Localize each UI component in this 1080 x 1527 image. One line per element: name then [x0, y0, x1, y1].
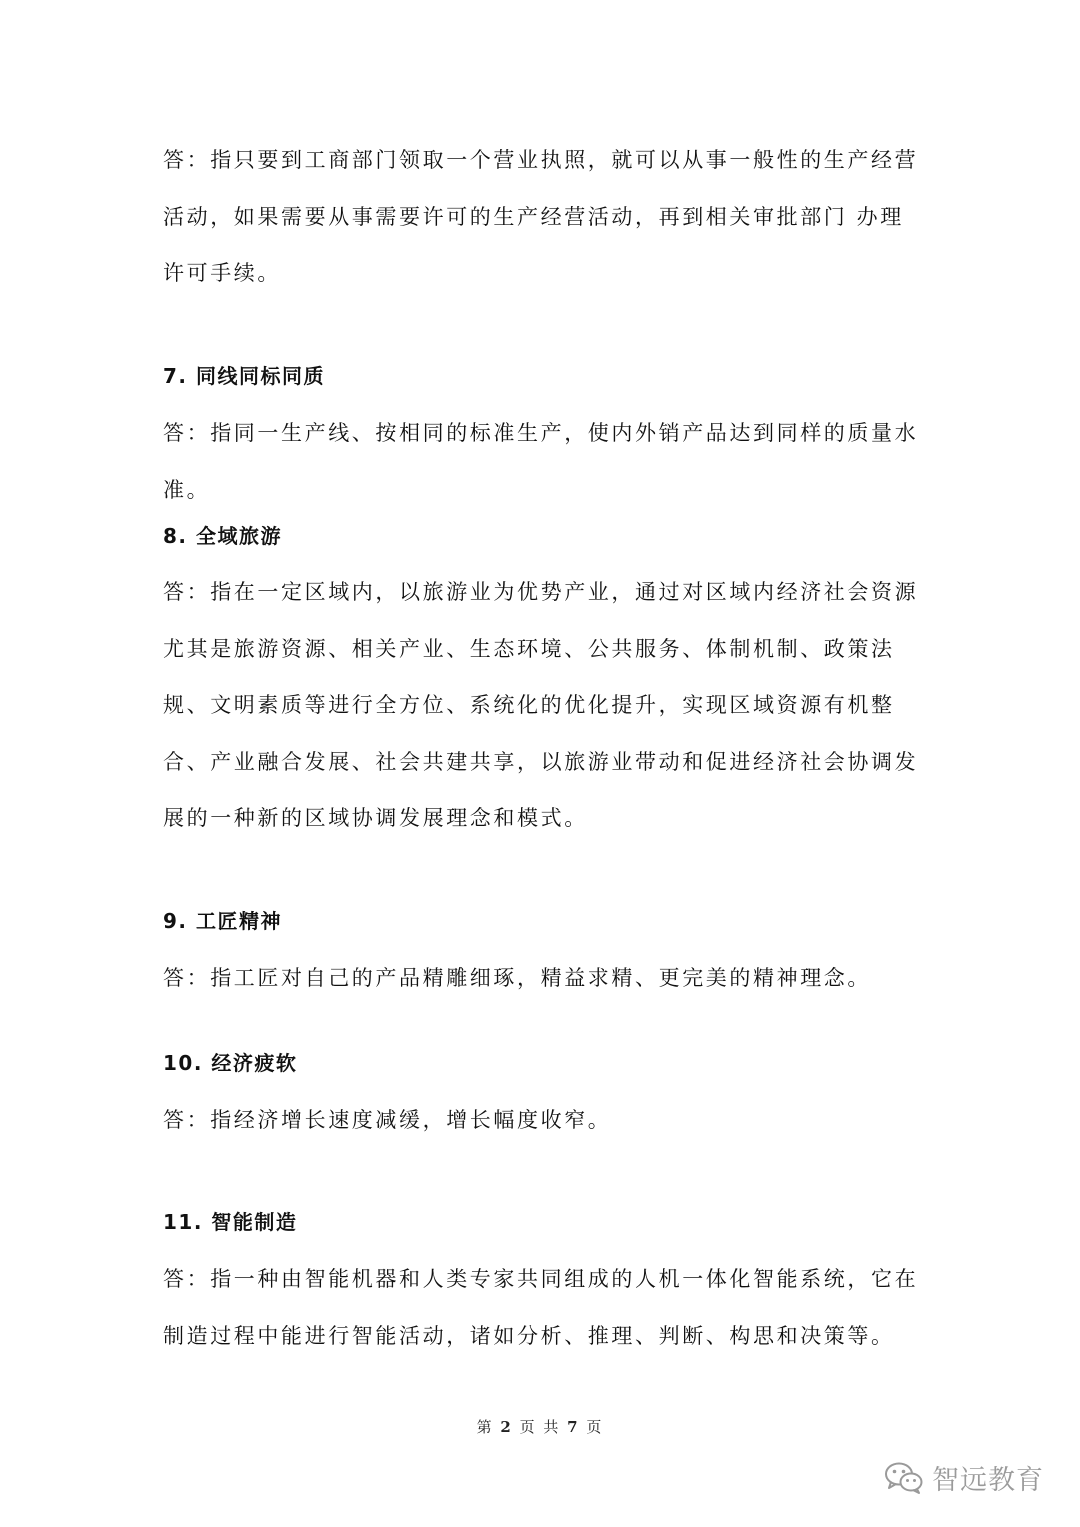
wechat-icon: [884, 1461, 924, 1495]
answer-8: 答：指在一定区域内，以旅游业为优势产业，通过对区域内经济社会资源尤其是旅游资源、相关产业、生态环境、公共服务、体制机制、政策法规、文明素质等进行全方位、系统化的优化提升，实现区域资源有机整合、产业融合发展、社会共建共享，以旅游业带动和促进经济社会协调发展的一种新的区域协调发展理念和模式。: [163, 580, 919, 830]
answer-10: 答：指经济增长速度减缓，增长幅度收窄。: [163, 1108, 612, 1132]
answer-11: 答：指一种由智能机器和人类专家共同组成的人机一体化智能系统，它在制造过程中能进行智能活动，诸如分析、推理、判断、构思和决策等。: [163, 1267, 919, 1348]
watermark-text: 智远教育: [932, 1465, 1044, 1496]
footer-total-pages: 7: [567, 1418, 580, 1436]
heading-10: 10. 经济疲软: [163, 1051, 298, 1075]
heading-7: 7. 同线同标同质: [163, 364, 325, 388]
heading-8: 8. 全域旅游: [163, 524, 282, 548]
answer-9: 答：指工匠对自己的产品精雕细琢，精益求精、更完美的精神理念。: [163, 966, 871, 990]
page-footer: [0, 1416, 1080, 1437]
footer-current-page: 2: [500, 1418, 513, 1436]
watermark: [884, 1458, 1044, 1497]
footer-suffix: 页: [586, 1418, 604, 1436]
answer-7: 答：指同一生产线、按相同的标准生产，使内外销产品达到同样的质量水准。: [163, 421, 919, 502]
answer-6: 答：指只要到工商部门领取一个营业执照，就可以从事一般性的生产经营活动，如果需要从事需要许可的生产经营活动，再到相关审批部门 办理许可手续。: [163, 148, 919, 285]
heading-11: 11. 智能制造: [163, 1210, 298, 1234]
heading-9: 9. 工匠精神: [163, 909, 282, 933]
footer-prefix: 第: [476, 1418, 494, 1436]
footer-middle: 页 共: [519, 1418, 561, 1436]
